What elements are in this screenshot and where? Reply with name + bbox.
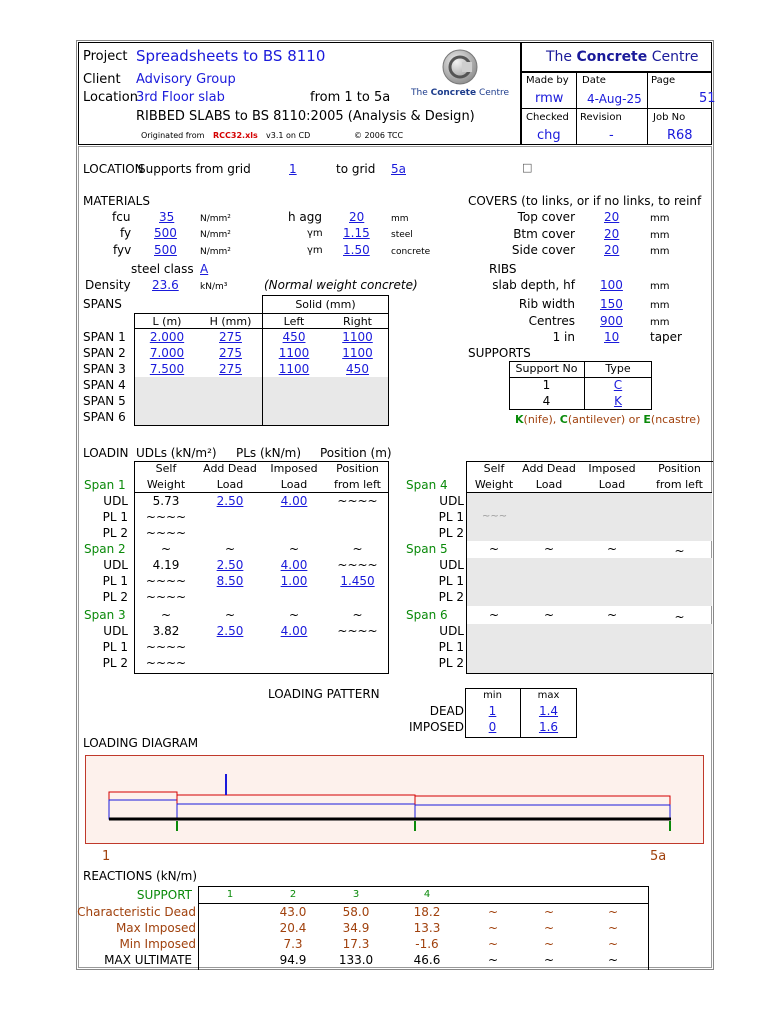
span-2-pl1-imposed[interactable]: 1.00 (280, 574, 308, 588)
pl2-label: PL 2 (438, 526, 464, 540)
span-1-load-label: Span 1 (84, 478, 126, 492)
grid-to-value[interactable]: 5a (391, 162, 406, 176)
meta-divider (521, 108, 712, 109)
centres-unit: mm (650, 317, 670, 328)
btm-cover-unit: mm (650, 230, 670, 241)
span-3-marker: ~ (160, 608, 172, 622)
steel-class-label: steel class (131, 262, 194, 276)
add-dead-header: Add Dead (522, 462, 576, 475)
span-6-load-label: Span 6 (406, 608, 448, 622)
span-length[interactable]: 7.500 (149, 362, 185, 376)
fcu-unit: N/mm² (200, 214, 231, 224)
page-value[interactable]: 51 (699, 91, 716, 106)
add-dead-header: Load (535, 478, 563, 491)
brand-title: The Concrete Centre (546, 49, 699, 65)
udl-units-label: UDLs (kN/m²) (136, 446, 217, 460)
taper-value[interactable]: 10 (604, 330, 620, 344)
span-3-udl-self: 3.82 (152, 624, 180, 638)
pl1-label: PL 1 (102, 574, 128, 588)
span-length[interactable]: 2.000 (149, 330, 185, 344)
loading-pattern-label: LOADING PATTERN (268, 687, 380, 701)
loading-diagram-label: LOADING DIAGRAM (83, 736, 199, 750)
udl-label: UDL (103, 624, 128, 638)
diagram-background (86, 756, 704, 844)
span-1-udl-imposed[interactable]: 4.00 (280, 494, 308, 508)
span-height[interactable]: 275 (219, 346, 242, 360)
span-1-pl1-self: ~~~~ (145, 510, 187, 524)
fcu-label: fcu (112, 210, 131, 224)
location-value[interactable]: 3rd Floor slab (136, 90, 225, 105)
loading-right-header-divider (466, 492, 712, 493)
span-name: SPAN 6 (83, 410, 126, 424)
support-number: 4 (423, 889, 431, 900)
revision-label: Revision (580, 112, 622, 123)
slab-depth-label: slab depth, hf (492, 278, 575, 292)
project-label: Project (83, 49, 128, 64)
span-name: SPAN 5 (83, 394, 126, 408)
reaction-value: ~ (607, 937, 619, 951)
loading-label: LOADIN (83, 446, 129, 460)
slab-depth-value[interactable]: 100 (600, 278, 623, 292)
span-6-marker: ~ (674, 610, 685, 624)
self-weight-header: Weight (146, 478, 186, 491)
reaction-value: ~ (487, 921, 499, 935)
reaction-value: 46.6 (413, 953, 441, 967)
span-3-marker: ~ (288, 608, 300, 622)
col-length-header: L (m) (152, 315, 182, 328)
reactions-label: REACTIONS (kN/m) (83, 869, 198, 883)
imposed-min-value[interactable]: 0 (488, 720, 497, 734)
support-type[interactable]: C (613, 378, 623, 392)
span-solid-left[interactable]: 450 (282, 330, 306, 344)
hagg-unit: mm (391, 214, 409, 224)
reaction-value: ~ (487, 953, 499, 967)
span-5-marker: ~ (674, 544, 685, 558)
span-length[interactable]: 7.000 (149, 346, 185, 360)
span-name: SPAN 1 (83, 330, 126, 344)
support-no: 1 (542, 378, 551, 392)
reaction-value: ~ (607, 953, 619, 967)
meta-col-divider-2 (647, 72, 648, 145)
taper-label: taper (650, 330, 682, 344)
reaction-value: ~ (487, 937, 499, 951)
pl1-label: PL 1 (438, 640, 464, 654)
reaction-value: 43.0 (279, 905, 307, 919)
udl-label: UDL (439, 494, 464, 508)
span-3-marker: ~ (224, 608, 236, 622)
reaction-value: 94.9 (279, 953, 307, 967)
support-no-header: Support No (515, 362, 578, 375)
reaction-value: 17.3 (342, 937, 370, 951)
span-2-marker: ~ (352, 542, 363, 556)
reactions-support-header: SUPPORT (136, 888, 192, 902)
udl-label: UDL (103, 558, 128, 572)
pattern-min-header: min (483, 690, 502, 701)
gm-steel-unit: steel (391, 230, 413, 240)
reaction-value: 20.4 (279, 921, 307, 935)
btm-cover-value[interactable]: 20 (604, 227, 620, 241)
span-height[interactable]: 275 (219, 330, 242, 344)
support-number: 3 (352, 889, 360, 900)
reactions-header-divider (198, 903, 649, 904)
position-header: Position (658, 462, 701, 475)
page-label: Page (651, 75, 676, 86)
reaction-value: 34.9 (342, 921, 370, 935)
top-cover-unit: mm (650, 213, 670, 224)
support-type-legend: K(nife), C(antilever) or E(ncastre) (515, 413, 701, 426)
reaction-value: 7.3 (283, 937, 303, 951)
version-text: v3.1 on CD (266, 131, 311, 140)
support-number: 2 (289, 889, 297, 900)
gm-concrete-unit: concrete (391, 247, 431, 257)
span-solid-right[interactable]: 450 (346, 362, 369, 376)
solid-header: Solid (mm) (295, 298, 356, 311)
originated-label: Originated from (141, 131, 205, 140)
hagg-value[interactable]: 20 (349, 210, 365, 224)
span-6-marker: ~ (606, 608, 618, 622)
span-3-pl2-self: ~~~~ (145, 656, 187, 670)
meta-col-divider-1 (576, 72, 577, 145)
normal-weight-note: (Normal weight concrete) (264, 278, 418, 292)
gm-steel-label: γm (307, 228, 323, 239)
gm-steel-value[interactable]: 1.15 (343, 226, 370, 240)
pl1-label: PL 1 (102, 640, 128, 654)
fyv-unit: N/mm² (200, 247, 231, 257)
reaction-value: ~ (543, 953, 555, 967)
span-5-marker: ~ (543, 542, 555, 556)
imposed-header: Imposed (270, 462, 318, 475)
imposed-label: IMPOSED (408, 720, 464, 734)
support-number: 1 (226, 889, 234, 900)
reaction-value: ~ (543, 905, 555, 919)
span-3-udl-dead[interactable]: 2.50 (216, 624, 244, 638)
imposed-max-value[interactable]: 1.6 (538, 720, 559, 734)
side-cover-label: Side cover (511, 243, 575, 257)
reaction-row-label: MAX ULTIMATE (104, 953, 192, 967)
location-section-label: LOCATION (83, 162, 144, 176)
spans-header-divider (134, 328, 389, 329)
gm-concrete-label: γm (307, 245, 323, 256)
position-header: from left (334, 478, 381, 491)
date-label: Date (582, 75, 606, 86)
revision-value[interactable]: - (609, 128, 614, 143)
span-2-pl2-self: ~~~~ (145, 590, 187, 604)
diagram-end-grid: 5a (650, 849, 667, 864)
checked-value[interactable]: chg (537, 128, 561, 143)
udl-label: UDL (103, 494, 128, 508)
reaction-row-label: Max Imposed (115, 921, 196, 935)
diagram-start-grid: 1 (102, 849, 111, 864)
btm-cover-label: Btm cover (513, 227, 575, 241)
span-2-udl-imposed[interactable]: 4.00 (280, 558, 308, 572)
concrete-centre-logo-icon (440, 48, 480, 86)
document-title: RIBBED SLABS to BS 8110:2005 (Analysis & Design) (136, 109, 475, 124)
span-5-marker: ~ (606, 542, 618, 556)
span-3-udl-position: ~~~~ (337, 624, 378, 638)
side-cover-value[interactable]: 20 (604, 243, 620, 257)
span-5-marker: ~ (488, 542, 500, 556)
self-weight-header: Self (155, 462, 177, 475)
span-4-load-label: Span 4 (406, 478, 448, 492)
span-1-udl-position: ~~~~ (337, 494, 378, 508)
self-weight-header: Self (483, 462, 505, 475)
pl1-label: PL 1 (438, 574, 464, 588)
span-solid-right[interactable]: 1100 (342, 330, 373, 344)
add-dead-header: Load (216, 478, 244, 491)
span-solid-right[interactable]: 1100 (342, 346, 373, 360)
imposed-header: Load (598, 478, 626, 491)
span-3-load-label: Span 3 (84, 608, 126, 622)
col-right-header: Right (343, 315, 372, 328)
add-dead-header: Add Dead (203, 462, 257, 475)
span-name: SPAN 4 (83, 378, 126, 392)
span-3-pl1-self: ~~~~ (145, 640, 187, 654)
position-units-label: Position (m) (320, 446, 392, 460)
reaction-row-label: Min Imposed (119, 937, 196, 951)
loading-left-header-divider (134, 492, 389, 493)
density-unit: kN/m³ (200, 282, 228, 292)
materials-label: MATERIALS (83, 194, 150, 208)
to-grid-label: to grid (336, 162, 376, 176)
pl2-label: PL 2 (438, 656, 464, 670)
udl-label: UDL (439, 558, 464, 572)
position-header: from left (656, 478, 703, 491)
fy-value[interactable]: 500 (154, 226, 177, 240)
fyv-value[interactable]: 500 (154, 243, 177, 257)
rib-width-label: Rib width (518, 297, 575, 311)
pl2-label: PL 2 (102, 590, 128, 604)
density-label: Density (85, 278, 131, 292)
taper-prefix: 1 in (552, 330, 575, 344)
support-type[interactable]: K (614, 394, 622, 408)
span-2-marker: ~ (288, 542, 300, 556)
fcu-value[interactable]: 35 (159, 210, 175, 224)
imposed-header: Imposed (588, 462, 636, 475)
client-value[interactable]: Advisory Group (136, 72, 236, 87)
client-label: Client (83, 72, 121, 87)
span-3-marker: ~ (352, 608, 363, 622)
centres-label: Centres (528, 314, 575, 328)
steel-class-value[interactable]: A (200, 262, 209, 276)
dead-min-value[interactable]: 1 (488, 704, 497, 718)
reaction-value: ~ (607, 921, 619, 935)
fy-label: fy (120, 226, 132, 240)
col-left-header: Left (283, 315, 305, 328)
ribs-label: RIBS (489, 262, 517, 276)
job-value[interactable]: R68 (667, 128, 693, 143)
supports-from-label: Supports from grid (138, 162, 251, 176)
covers-label: COVERS (to links, or if no links, to reinf (468, 194, 702, 208)
span-1-udl-self: 5.73 (152, 494, 180, 508)
fy-unit: N/mm² (200, 230, 231, 240)
reaction-value: 133.0 (338, 953, 374, 967)
logo-wordmark: The Concrete Centre (411, 88, 510, 98)
span-2-udl-position: ~~~~ (337, 558, 378, 572)
span-2-marker: ~ (224, 542, 236, 556)
location-label: Location (83, 90, 138, 105)
span-height[interactable]: 275 (219, 362, 242, 376)
supports-label: SUPPORTS (468, 346, 531, 360)
reaction-value: 13.3 (413, 921, 441, 935)
span-1-pl2-self: ~~~~ (145, 526, 187, 540)
dead-max-value[interactable]: 1.4 (538, 704, 559, 718)
udl-label: UDL (439, 624, 464, 638)
reaction-value: 58.0 (342, 905, 370, 919)
self-weight-header: Weight (474, 478, 514, 491)
checked-label: Checked (526, 112, 569, 123)
rib-width-unit: mm (650, 300, 670, 311)
reaction-value: ~ (543, 921, 555, 935)
span-6-marker: ~ (488, 608, 500, 622)
span-6-marker: ~ (543, 608, 555, 622)
span-1-udl-dead[interactable]: 2.50 (216, 494, 244, 508)
spans-label: SPANS (83, 297, 122, 311)
loading-diagram (85, 755, 705, 845)
col-height-header: H (mm) (209, 315, 252, 328)
imposed-header: Load (280, 478, 308, 491)
span-3-udl-imposed[interactable]: 4.00 (280, 624, 308, 638)
span-name: SPAN 3 (83, 362, 126, 376)
top-cover-value[interactable]: 20 (604, 210, 620, 224)
made-by-value[interactable]: rmw (535, 91, 564, 106)
reaction-value: ~ (487, 905, 499, 919)
span-solid-left[interactable]: 1100 (278, 362, 310, 376)
dead-label: DEAD (429, 704, 464, 718)
pl2-label: PL 2 (102, 526, 128, 540)
pl1-label: PL 1 (102, 510, 128, 524)
slab-depth-unit: mm (650, 281, 670, 292)
support-type-header: Type (605, 362, 631, 375)
gm-concrete-value[interactable]: 1.50 (343, 243, 370, 257)
project-value[interactable]: Spreadsheets to BS 8110 (136, 47, 326, 65)
from-to-text: from 1 to 5a (310, 90, 391, 105)
made-by-label: Made by (526, 75, 569, 86)
span-solid-left[interactable]: 1100 (278, 346, 310, 360)
date-value[interactable]: 4-Aug-25 (587, 92, 642, 106)
copyright-text: © 2006 TCC (354, 131, 404, 140)
span-2-marker: ~ (160, 542, 172, 556)
top-cover-label: Top cover (517, 210, 575, 224)
density-value[interactable]: 23.6 (152, 278, 179, 292)
centres-value[interactable]: 900 (600, 314, 623, 328)
originated-file: RCC32.xls (213, 131, 258, 140)
pl1-label: PL 1 (438, 510, 464, 524)
reaction-value: ~ (607, 905, 619, 919)
pl-units-label: PLs (kN/m) (236, 446, 302, 460)
support-no: 4 (542, 394, 551, 408)
reaction-value: 18.2 (413, 905, 441, 919)
option-checkbox[interactable]: □ (522, 161, 533, 174)
span-2-pl1-dead[interactable]: 8.50 (216, 574, 244, 588)
pl2-label: PL 2 (102, 656, 128, 670)
job-label: Job No (653, 112, 686, 123)
span-4-pl1-marker: ~~~ (482, 511, 508, 522)
span-2-load-label: Span 2 (84, 542, 126, 556)
fyv-label: fyv (113, 243, 132, 257)
position-header: Position (336, 462, 379, 475)
span-2-udl-dead[interactable]: 2.50 (216, 558, 244, 572)
reaction-value: -1.6 (415, 937, 439, 951)
hagg-label: h agg (288, 210, 323, 224)
span-2-pl1-self: ~~~~ (145, 574, 187, 588)
span-name: SPAN 2 (83, 346, 126, 360)
pl2-label: PL 2 (438, 590, 464, 604)
span-5-load-label: Span 5 (406, 542, 448, 556)
rib-width-value[interactable]: 150 (600, 297, 623, 311)
grid-from-value[interactable]: 1 (289, 162, 297, 176)
pattern-max-header: max (537, 690, 560, 701)
reaction-value: ~ (543, 937, 555, 951)
span-2-pl1-position[interactable]: 1.450 (340, 574, 375, 588)
side-cover-unit: mm (650, 246, 670, 257)
reaction-row-label: Characteristic Dead (77, 905, 196, 919)
span-2-udl-self: 4.19 (152, 558, 180, 572)
